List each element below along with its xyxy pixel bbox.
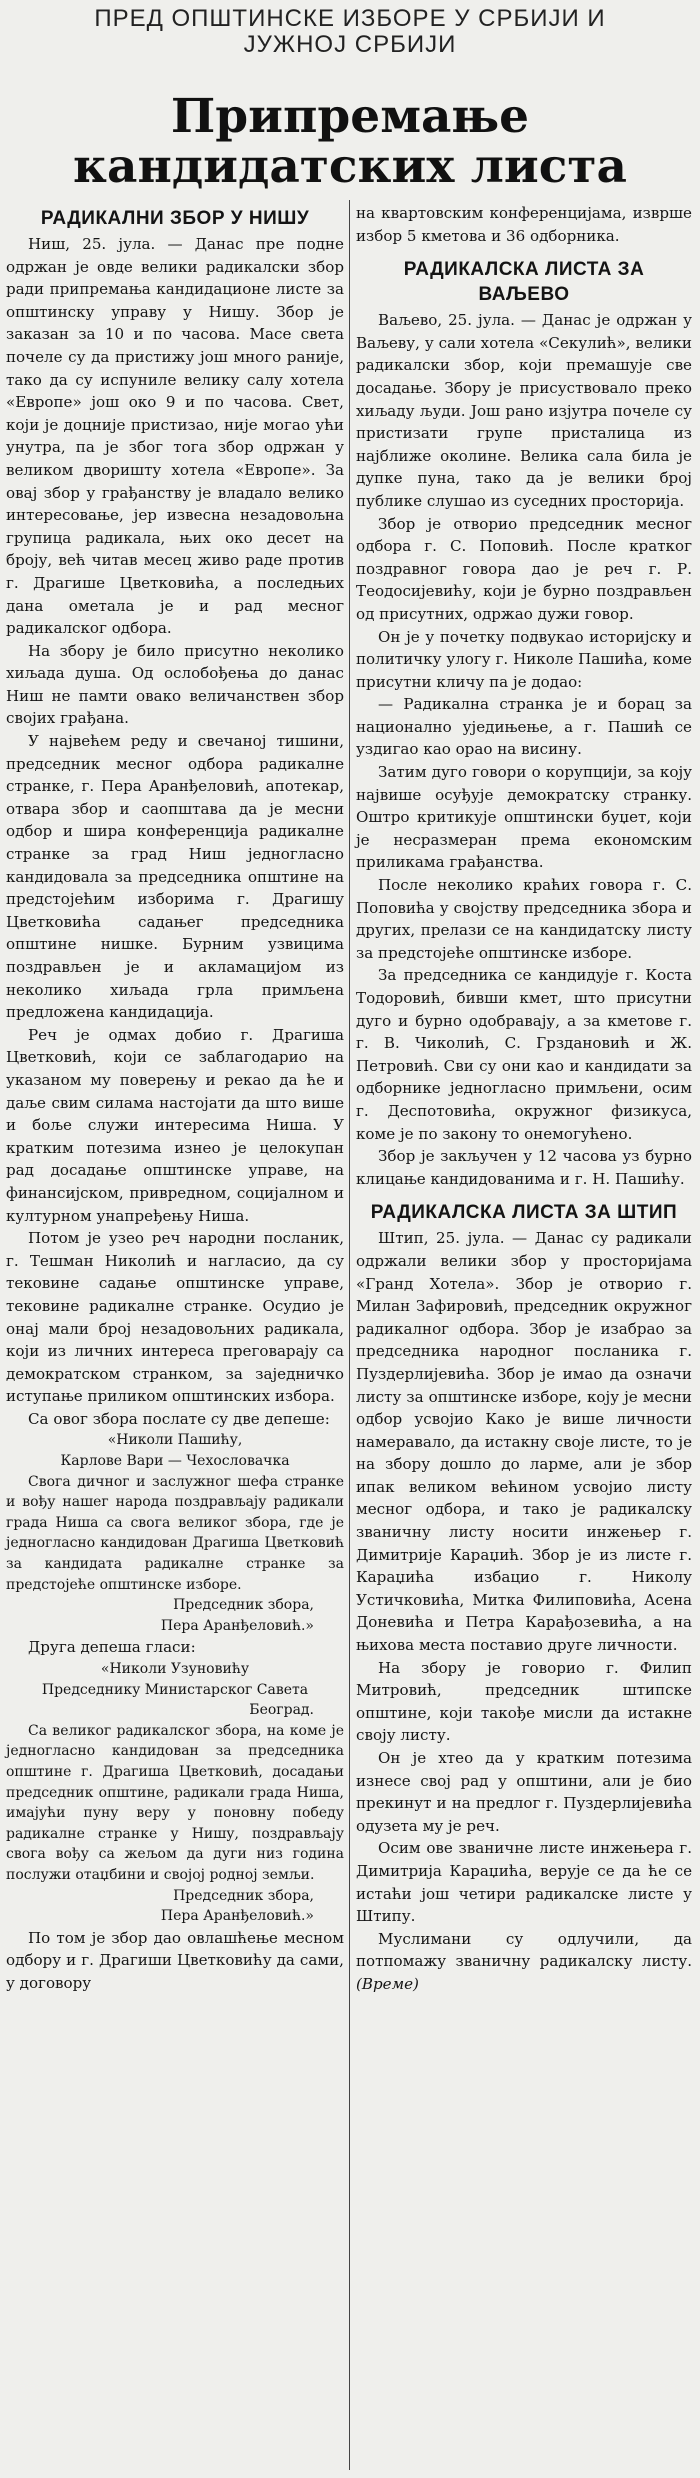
telegram-signature-title: Председник збора, <box>173 1887 314 1904</box>
valjevo-paragraph: — Радикална странка је и борац за национално уједињење, а г. Пашић се уздигао као орао на висину. <box>356 695 692 759</box>
stip-paragraph: Осим ове званичне листе инжењера г. Димитрија Караџића, верује се да ће се истаћи још четири радикалске листе у Штипу. <box>356 1839 692 1926</box>
stip-paragraph: Он је хтео да у кратким потезима изнесе свој рад у општини, али је био прекинут и на предлог г. Пуздерлијевића одузета му је реч. <box>356 1749 692 1835</box>
stip-heading: РАДИКАЛСКА ЛИСТА ЗА ШТИП <box>370 1202 678 1224</box>
valjevo-paragraph: За председника се кандидује г. Коста Тодоровић, бивши кмет, што присутни дуго и бурно одобравају, а за кметове г. г. В. Чиколић, С. Грздановић и Ж. Петровић. Сви су они као и кандидати за одборнике једногласно примљени, осим г. Деспотовића, окружног физикуса, коме је по закону то онемогућено. <box>356 966 692 1143</box>
telegram-signature-name: Пера Аранђеловић.» <box>160 1908 314 1925</box>
valjevo-paragraph: Он је у почетку подвукао историјску и политичку улогу г. Николе Пашића, коме присутни кличу па је додао: <box>356 627 692 691</box>
nis-paragraph: На збору је било присутно неколико хиљада душа. Од ослобођења до данас Ниш не памти овако величанствен збор својих грађана. <box>6 641 344 728</box>
telegram-place: Карлове Вари — Чехословачка <box>60 1453 290 1470</box>
headline: Припремање кандидатских листа <box>73 89 627 194</box>
left-column <box>6 202 344 1995</box>
telegram-body: Са великог радикалског збора, на коме је једногласно кандидован за председника општине г. Драгиша Цветковић, досадањи председник општине, радикали града Ниша, имајући пуну веру у поновну победу радикалне странке у Нишу, поздрављају свога вођу са жељом да дуги низ година послужи отаџбини и својој родној земљи. <box>6 1722 344 1883</box>
valjevo-paragraph: Збор је закључен у 12 часова уз бурно клицање кандидованима и г. Н. Пашићу. <box>356 1147 692 1188</box>
telegram-address: «Николи Пашићу, <box>107 1432 243 1449</box>
source-credit: (Време) <box>356 1974 419 1993</box>
stip-closing-text: Муслимани су одлучили, да потпомажу званичну радикалску листу. <box>356 1929 692 1971</box>
nis-paragraph: Реч је одмах добио г. Драгиша Цветковић, који се заблагодарио на указаном му поверењу и рекао да ће и даље свим силама настојати да што више и боље служи интересима Ниша. У кратким потезима изнео је целокупан рад досадање општинске управе, на финансијском, привредном, социјалном и културном унапређењу Ниша. <box>6 1025 344 1225</box>
telegram-2 <box>6 1659 344 1927</box>
valjevo-paragraph: После неколико краћих говора г. С. Поповића у својству председника збора и других, прелази се на кандидатску листу за предстојеће општинске изборе. <box>356 876 692 962</box>
telegram-title: Председнику Министарског Савета <box>41 1681 309 1698</box>
valjevo-heading: РАДИКАЛСКА ЛИСТА ЗА ВАЉЕВО <box>403 259 645 306</box>
nis-paragraph: Са овог збора послате су две депеше: <box>28 1409 330 1428</box>
telegram-signature-title: Председник збора, <box>173 1597 314 1614</box>
nis-paragraph: По том је збор дао овлашћење месном одбору и г. Драгиши Цветковићу да сами, у договору <box>6 1928 344 1992</box>
telegram-body: Свога дичног и заслужног шефа странке и вођу нашег народа поздрављају радикали града Ниша са свога великог збора, где је једногласно кандидован Драгиша Цветковић за кандидата радикалне странке за предстојеће општинске изборе. <box>6 1473 344 1593</box>
kicker: ПРЕД ОПШТИНСКЕ ИЗБОРЕ У СРБИЈИ И ЈУЖНОЈ СРБИЈИ <box>94 5 606 58</box>
valjevo-paragraph: Затим дуго говори о корупцији, за коју највише осуђује демократску странку. Оштро критикује општински буџет, који је несразмеран према економским приликама грађанства. <box>356 763 692 872</box>
valjevo-paragraph: Збор је отворио председник месног одбора г. С. Поповић. После кратког поздравног говора дао је реч г. Р. Теодосијевићу, који је бурно поздрављен од присутних, одржао дужи говор. <box>356 514 692 623</box>
telegram-1 <box>6 1430 344 1636</box>
right-column <box>356 202 692 1996</box>
nis-heading: РАДИКАЛНИ ЗБОР У НИШУ <box>40 208 310 229</box>
telegram-city: Београд. <box>249 1702 314 1719</box>
telegram-address: «Николи Узуновићу <box>100 1661 250 1677</box>
stip-paragraph <box>356 1928 692 1996</box>
stip-paragraph: На збору је говорио г. Филип Митровић, председник штипске општине, који такође мисли да истакне своју листу. <box>356 1658 692 1745</box>
nis-paragraph: Потом је узео реч народни посланик, г. Тешман Николић и нагласио, да су тековине садање општинске управе, тековине радикалне странке. Осудио је онај мали број незадовољних радикала, који из личних интереса преговарају са демократском странком, за заједничко иступање приликом општинских избора. <box>6 1229 344 1406</box>
nis-paragraph: Ниш, 25. јула. — Данас пре подне одржан је овде велики радикалски збор ради припремања кандидационе листе за општинску управу у Нишу. Збор је заказан за 10 и по часова. Масе света почеле су да пристижу још много раније, тако да су испуниле велику салу хотела «Европе» још око 9 и по часова. Свет, који је доцније пристизао, није могао ући унутра, па је због тога збор одржан у великом дворишту хотела «Европе». За овај збор у грађанству је владало велико интересовање, јер извесна незадовољна групица радикала, њих око десет на броју, већ читав месец живо раде против г. Драгише Цветковића, а последњих дана ометала је и рад месног радикалског одбора. <box>6 235 344 638</box>
nis-paragraph: У највећем реду и свечаној тишини, председник месног одбора радикалне странке, г. Пера Аранђеловић, апотекар, отвара збор и саопштава да је месни одбор и шира конференција радикалне странке за град Ниш једногласно кандидовала за председника општине на предстојећим изборима г. Драгишу Цветковића садањег председника општине нишке. Бурним узвицима поздрављен је и акламацијом из неколико хиљада грла примљена предложена кандидација. <box>6 732 344 1022</box>
stip-paragraph: Штип, 25. јула. — Данас су радикали одржали велики збор у просторијама «Гранд Хотела». Збор је отворио г. Милан Зафировић, председник окружног радикалног одбора. Збор је изабрао за председника народног посланика г. Пуздерлијевића. Збор је имао да означи листу за општинске изборе, коју је месни одбор усвојио Како је више личности намеравало, да истакну своје листе, то је на збору дошло до ларме, али је збор ипак великом већином усвојио листу месног одбора, и тако је радикалску званичну листу носити инжењер г. Димитрије Караџић. Збор је из листе г. Караџића избацио г. Николу Устичковића, Митка Филиповића, Асена Доневића и Петра Карађозевића, а на њихова места поставио друге личности. <box>356 1229 692 1655</box>
nis-paragraph-continued: на квартовским конференцијама, изврше избор 5 кметова и 36 одборника. <box>356 204 692 245</box>
column-divider <box>349 200 350 2470</box>
valjevo-paragraph: Ваљево, 25. јула. — Данас је одржан у Ваљеву, у сали хотела «Секулић», велики радикалски збор, који премашује све досадање. Збору је присуствовало преко хиљаду људи. Још рано изјутра почеле су пристизати групе присталица из најближе околине. Велика сала била је дупке пуна, тако да је велики број публике слушао из суседних просторија. <box>356 311 692 510</box>
telegram-signature-name: Пера Аранђеловић.» <box>160 1617 314 1634</box>
nis-paragraph: Друга депеша гласи: <box>28 1638 196 1657</box>
